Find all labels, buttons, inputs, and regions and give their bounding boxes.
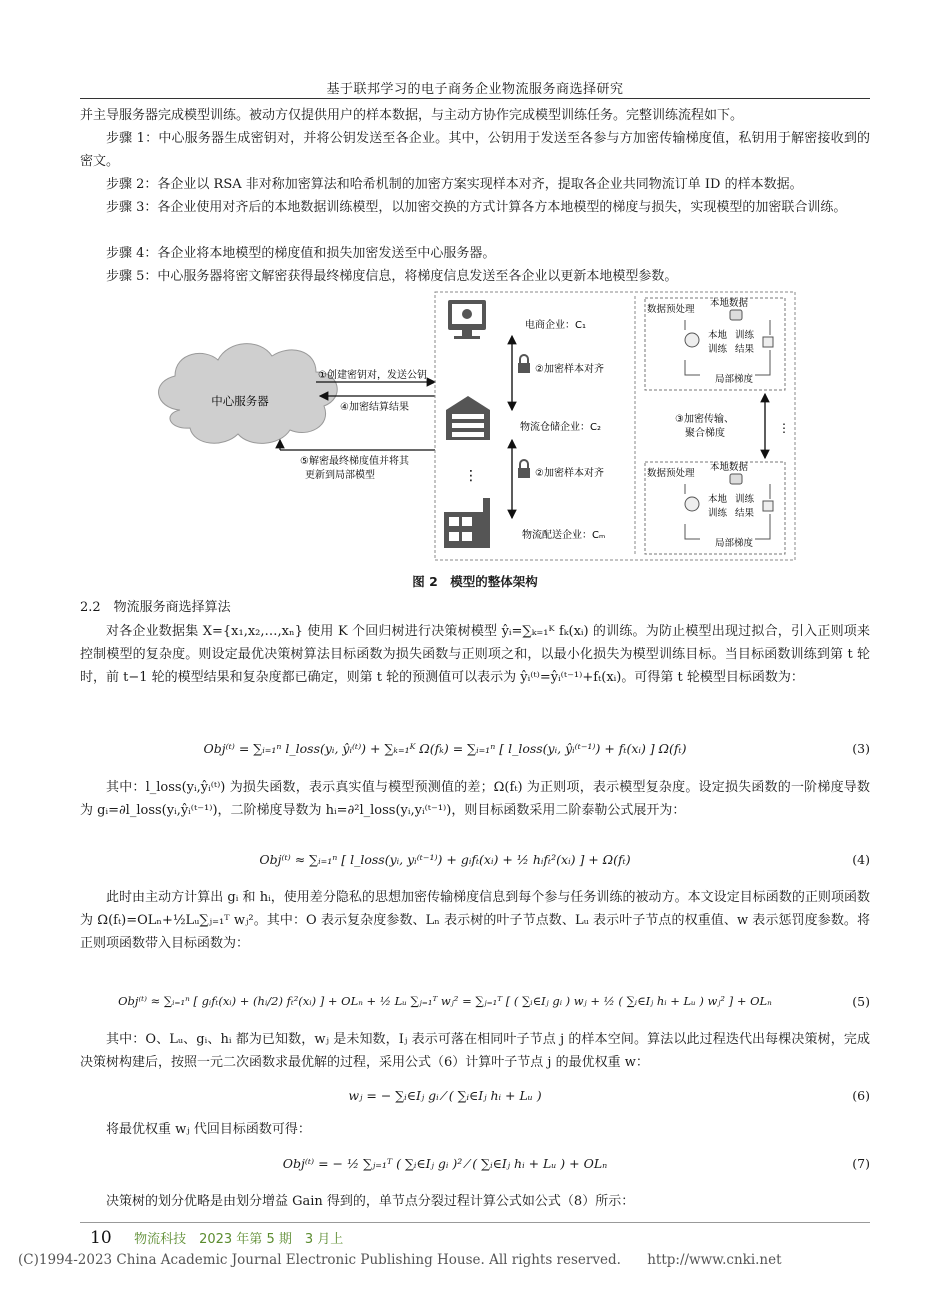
equation-4-body: Obj⁽ᵗ⁾ ≈ ∑ᵢ₌₁ⁿ [ l_loss(yᵢ, yᵢ⁽ᵗ⁻¹⁾) + gᵢfₜ(xᵢ) + ½ hᵢfₜ²(xᵢ) ] + Ω(fₜ) xyxy=(259,852,631,867)
paragraph-model: 对各企业数据集 X={x₁,x₂,…,xₙ} 使用 K 个回归树进行决策树模型 ŷᵢ=∑ₖ₌₁ᴷ fₖ(xᵢ) 的训练。为防止模型出现过拟合，引入正则项来控制模型的复杂度。则设定最优决策树算法目标函数为损失函数与正则项之和，以最小化损失为模型训练目标。当目标函数训练到第 t 轮时，前 t−1 轮的模型结果和复杂度都已确定，则第 t 轮的预测值可以表示为 ŷᵢ⁽ᵗ⁾=ŷᵢ⁽ᵗ⁻¹⁾+fₜ(xᵢ)。可得第 t 轮模型目标函数为： xyxy=(80,624,870,685)
network-icon xyxy=(685,497,699,511)
step-1: 步骤 1：中心服务器生成密钥对，并将公钥发送至各企业。其中，公钥用于发送至各参与方加密传输梯度值，私钥用于解密接收到的密文。 xyxy=(80,131,870,169)
local-training-panel-top xyxy=(645,297,785,390)
warehouse-icon xyxy=(446,396,490,440)
step-3: 步骤 3：各企业使用对齐后的本地数据训练模型，以加密交换的方式计算各方本地模型的梯度与损失，实现模型的加密联合训练。 xyxy=(106,200,847,215)
paragraph-regularization: 此时由主动方计算出 gᵢ 和 hᵢ，使用差分隐私的思想加密传输梯度信息到每个参与任务训练的被动方。本文设定目标函数的正则项函数为 Ω(fₜ)=OLₙ+½Lᵤ∑ⱼ₌₁ᵀ wⱼ²。其中：O 表示复杂度参数、Lₙ 表示树的叶子节点数、Lᵤ 表示叶子节点的权重值、w 表示惩罚度参数。将正则项函数带入目标函数为： xyxy=(80,890,870,951)
step-2: 步骤 2：各企业以 RSA 非对称加密算法和哈希机制的加密方案实现样本对齐，提取各企业共同物流订单 ID 的样本数据。 xyxy=(106,177,803,192)
page-footer xyxy=(90,1228,343,1248)
architecture-figure xyxy=(140,290,800,590)
copyright-text: (C)1994-2023 China Academic Journal Electronic Publishing House. All rights reserved. xyxy=(18,1252,621,1268)
enterprise-1-label: 电商企业：C₁ xyxy=(525,320,586,331)
equation-6 xyxy=(80,1082,870,1112)
result-icon xyxy=(763,501,773,511)
cloud-label: 中心服务器 xyxy=(211,394,269,408)
equation-7-body: Obj⁽ᵗ⁾ = − ½ ∑ⱼ₌₁ᵀ ( ∑ᵢ∈Iⱼ gᵢ )² ⁄ ( ∑ᵢ∈Iⱼ hᵢ + Lᵤ ) + OLₙ xyxy=(282,1156,608,1171)
figure-caption: 图 2 模型的整体架构 xyxy=(412,574,538,589)
step-4: 步骤 4：各企业将本地模型的梯度值和损失加密发送至中心服务器。 xyxy=(106,246,496,261)
running-title: 基于联邦学习的电子商务企业物流服务商选择研究 xyxy=(326,82,624,97)
database-icon xyxy=(730,474,742,484)
arrow-1-label: ①创建密钥对，发送公钥 xyxy=(318,370,427,381)
equation-7 xyxy=(80,1150,870,1180)
step-5: 步骤 5：中心服务器将密文解密获得最终梯度信息，将梯度信息发送至各企业以更新本地模型参数。 xyxy=(106,269,678,284)
equation-6-number: (6) xyxy=(852,1088,870,1103)
factory-icon xyxy=(444,498,490,548)
equation-5 xyxy=(80,988,870,1018)
equation-4 xyxy=(80,846,870,876)
paragraph-gain: 决策树的划分优略是由划分增益 Gain 得到的，单节点分裂过程计算公式如公式（8）所示： xyxy=(106,1194,635,1209)
lock-icon xyxy=(518,460,530,478)
arrow-5-label-1: ⑤解密最终梯度值并将其 xyxy=(300,456,409,467)
database-icon xyxy=(730,310,742,320)
paragraph-intro: 并主导服务器完成模型训练。被动方仅提供用户的样本数据，与主动方协作完成模型训练任务。完整训练流程如下。 xyxy=(80,108,744,123)
equation-7-number: (7) xyxy=(852,1156,870,1171)
panel-top-loop xyxy=(685,320,770,375)
header-rule xyxy=(80,98,870,99)
paragraph-substitute: 将最优权重 wⱼ 代回目标函数可得： xyxy=(106,1122,311,1137)
preprocess-label: 数据预处理 xyxy=(647,304,695,315)
footer-rule xyxy=(80,1222,870,1223)
paragraph-loss: 其中：l_loss(yᵢ,ŷᵢ⁽ᵗ⁾) 为损失函数，表示真实值与模型预测值的差；Ω(fₜ) 为正则项，表示模型复杂度。设定损失函数的一阶梯度导数为 gᵢ=∂l_loss(yᵢ,ŷᵢ⁽ᵗ⁻¹⁾)，二阶梯度导数为 hᵢ=∂²l_loss(yᵢ,yᵢ⁽ᵗ⁻¹⁾)，则目标函数采用二阶泰勒公式展开为： xyxy=(80,780,870,818)
exchange-label-2: 聚合梯度 xyxy=(685,428,725,439)
equation-3-number: (3) xyxy=(852,741,870,756)
arrow-4-label: ④加密结算结果 xyxy=(340,402,409,413)
local-grad-label: 局部梯度 xyxy=(715,374,754,385)
cnki-url: http://www.cnki.net xyxy=(647,1252,782,1268)
local-train-b: 训练 xyxy=(735,330,755,341)
section-title: 2.2 物流服务商选择算法 xyxy=(80,600,231,615)
enterprise-3-label: 物流配送企业：Cₘ xyxy=(522,530,606,541)
local-grad-label: 局部梯度 xyxy=(715,538,754,549)
equation-6-body: wⱼ = − ∑ᵢ∈Iⱼ gᵢ ⁄ ( ∑ᵢ∈Iⱼ hᵢ + Lᵤ ) xyxy=(348,1088,542,1103)
local-data-label: 本地数据 xyxy=(710,462,749,473)
equation-3-body: Obj⁽ᵗ⁾ = ∑ᵢ₌₁ⁿ l_loss(yᵢ, ŷᵢ⁽ᵗ⁾) + ∑ₖ₌₁ᴷ Ω(fₖ) = ∑ᵢ₌₁ⁿ [ l_loss(yᵢ, ŷᵢ⁽ᵗ⁻¹⁾) + fₜ(xᵢ) ] Ω(fₜ) xyxy=(203,741,687,756)
equation-5-body: Obj⁽ᵗ⁾ ≈ ∑ᵢ₌₁ⁿ [ gᵢfₜ(xᵢ) + (hᵢ/2) fₜ²(xᵢ) ] + OLₙ + ½ Lᵤ ∑ⱼ₌₁ᵀ wⱼ² = ∑ⱼ₌₁ᵀ [ ( ∑ᵢ∈Iⱼ gᵢ ) wⱼ + ½ ( ∑ᵢ∈Iⱼ hᵢ + Lᵤ ) wⱼ² ] + OLₙ xyxy=(118,994,772,1008)
equation-5-number: (5) xyxy=(852,994,870,1009)
arrow-5-label-2: 更新到局部模型 xyxy=(305,470,375,481)
exchange-dots: ⋮ xyxy=(778,421,790,435)
equation-3 xyxy=(80,735,870,765)
local-data-label: 本地数据 xyxy=(710,298,749,309)
exchange-label-1: ③加密传输、 xyxy=(675,414,734,425)
train-result-b: 结果 xyxy=(735,508,755,519)
journal-info: 物流科技 2023 年第 5 期 3 月上 xyxy=(134,1232,344,1247)
preprocess-label: 数据预处理 xyxy=(647,468,695,479)
train-result-b: 结果 xyxy=(735,344,755,355)
central-server-cloud xyxy=(159,344,338,444)
vertical-dots: ⋮ xyxy=(464,468,478,484)
network-icon xyxy=(685,333,699,347)
equation-4-number: (4) xyxy=(852,852,870,867)
local-train-a: 本地 xyxy=(708,330,728,341)
enterprise-2-label: 物流仓储企业：C₂ xyxy=(520,422,601,433)
local-train-b: 训练 xyxy=(735,494,755,505)
lock-icon xyxy=(518,355,530,373)
page-number: 10 xyxy=(90,1228,112,1248)
train-result-a: 训练 xyxy=(708,508,728,519)
paragraph-leaf-weight: 其中：O、Lᵤ、gᵢ、hᵢ 都为已知数，wⱼ 是未知数，Iⱼ 表示可落在相同叶子节点 j 的样本空间。算法以此过程迭代出每棵决策树，完成决策树构建后，按照一元二次函数求最优解的过程，采用公式（6）计算叶子节点 j 的最优权重 w： xyxy=(80,1032,870,1070)
align-label-1: ②加密样本对齐 xyxy=(535,364,604,375)
train-result-a: 训练 xyxy=(708,344,728,355)
align-label-2: ②加密样本对齐 xyxy=(535,468,604,479)
result-icon xyxy=(763,337,773,347)
monitor-icon xyxy=(448,300,486,339)
panel-bottom-loop xyxy=(685,484,770,539)
architecture-diagram xyxy=(140,290,800,570)
copyright-line xyxy=(18,1252,938,1268)
local-train-a: 本地 xyxy=(708,494,728,505)
local-training-panel-bottom xyxy=(645,461,785,554)
